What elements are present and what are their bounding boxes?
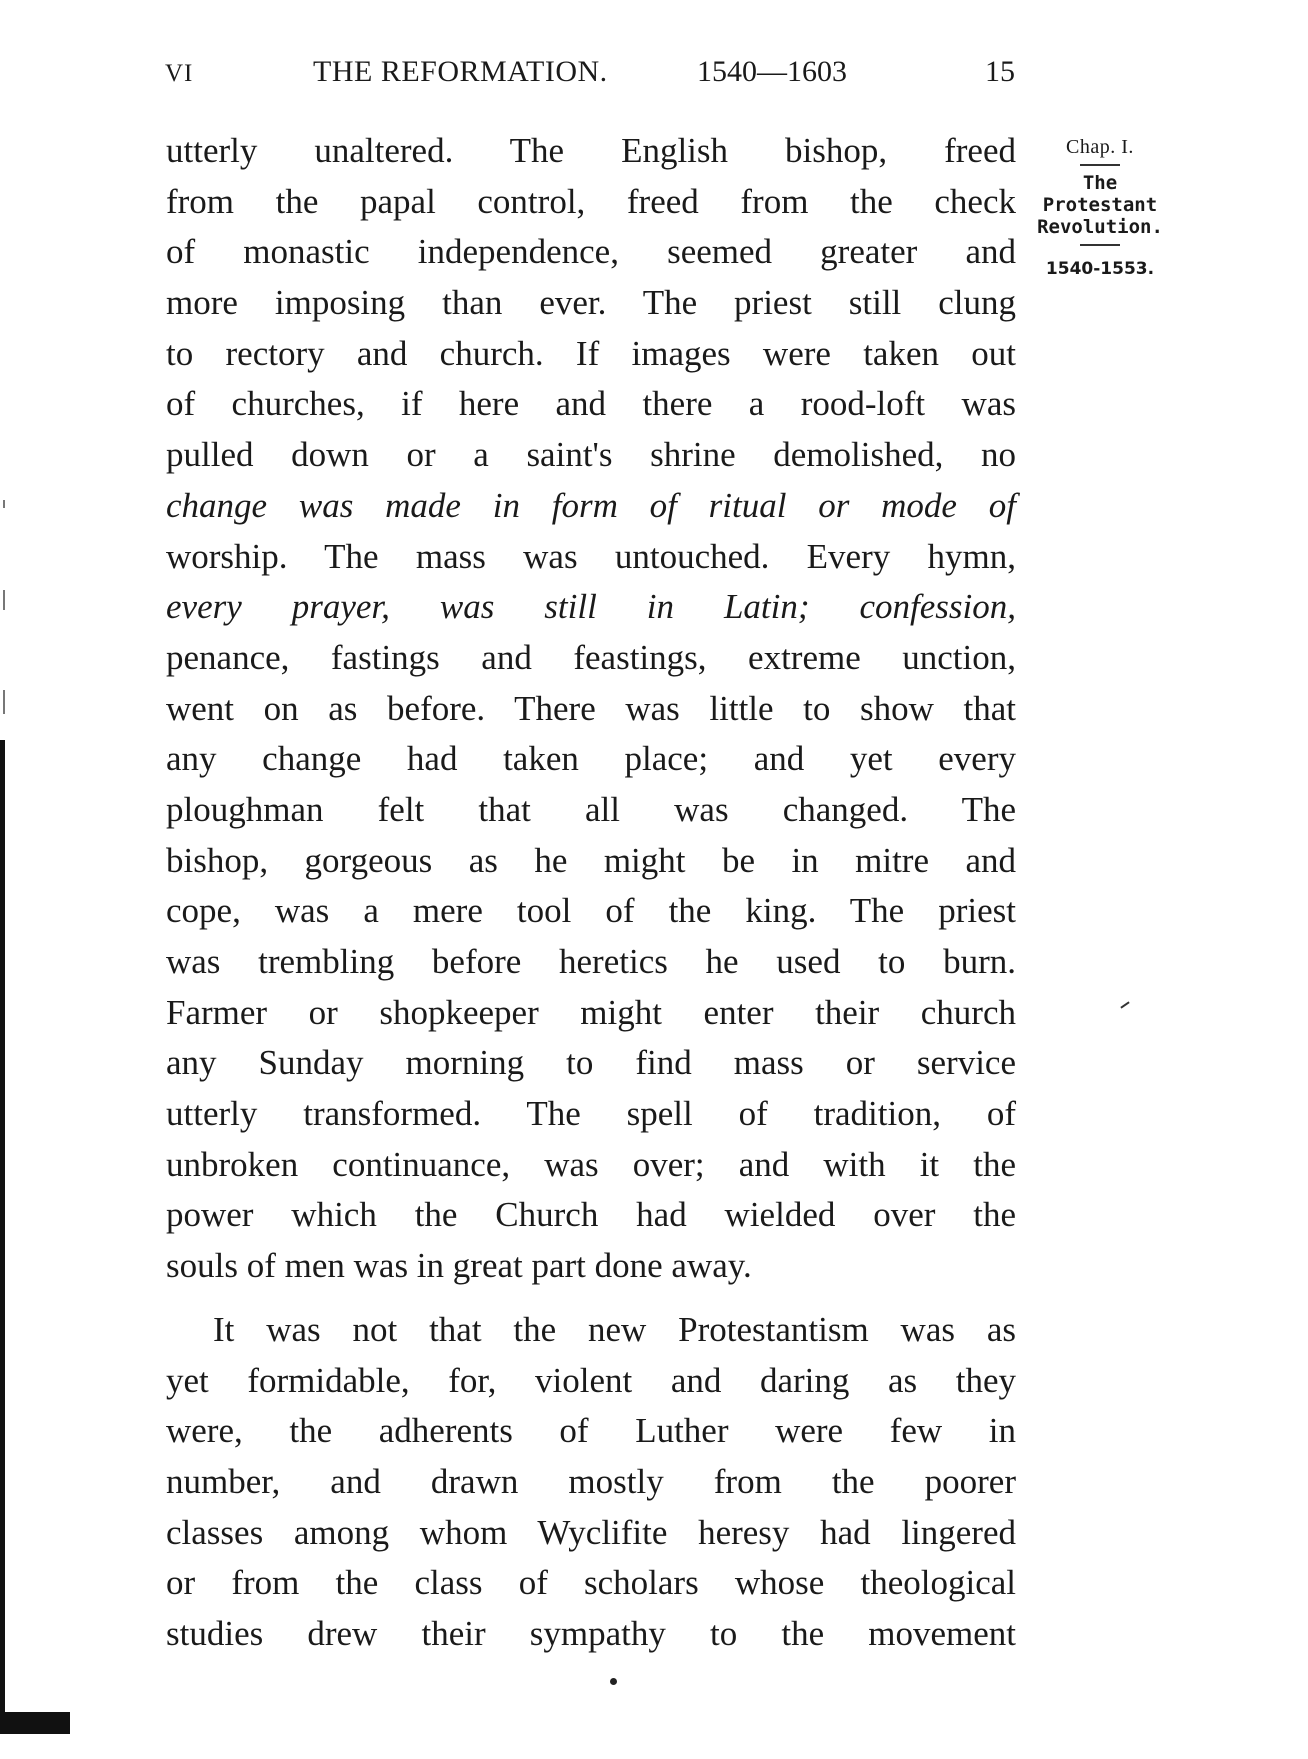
text-line: power which the Church had wielded over the — [166, 1195, 1016, 1235]
text-line: went on as before. There was little to show that — [166, 688, 1016, 728]
signature-mark — [610, 1678, 617, 1685]
scan-mark — [3, 690, 5, 714]
text-line: Farmer or shopkeeper might enter their church — [166, 992, 1016, 1032]
text-line: of churches, if here and there a rood-loft was — [166, 384, 1016, 424]
stray-mark — [1120, 1001, 1129, 1008]
text-line: It was not that the new Protestantism was as — [213, 1309, 1016, 1349]
text-line: classes among whom Wyclifite heresy had lingered — [166, 1512, 1016, 1552]
text-line: any Sunday morning to find mass or service — [166, 1043, 1016, 1083]
text-line: to rectory and church. If images were taken out — [166, 333, 1016, 373]
scan-mark — [3, 590, 5, 610]
margin-notes — [1022, 126, 1178, 280]
text-line: studies drew their sympathy to the movement — [166, 1613, 1016, 1653]
binding-edge — [0, 740, 5, 1730]
running-head — [165, 50, 1015, 94]
margin-years: 1540-1553. — [1045, 259, 1155, 279]
text-line: pulled down or a saint's shrine demolished, no — [166, 435, 1016, 475]
text-line: cope, was a mere tool of the king. The priest — [166, 891, 1016, 931]
text-line: from the papal control, freed from the check — [166, 181, 1016, 221]
text-line: change was made in form of ritual or mode of — [166, 485, 1016, 525]
text-line: ploughman felt that all was changed. The — [166, 789, 1016, 829]
margin-topic-line: Revolution. — [1037, 216, 1163, 238]
margin-topic-line: Protestant — [1042, 194, 1158, 216]
running-head-chapter: VI — [165, 60, 194, 87]
margin-rule — [1080, 244, 1120, 246]
scan-mark — [3, 500, 5, 508]
running-head-years: 1540—1603 — [697, 55, 847, 88]
text-line: utterly transformed. The spell of tradition, of — [166, 1094, 1016, 1134]
margin-chapter: Chap. I. — [1066, 136, 1134, 158]
text-line: number, and drawn mostly from the poorer — [166, 1461, 1016, 1501]
running-head-title: THE REFORMATION. — [313, 55, 608, 88]
text-line: every prayer, was still in Latin; confession, — [166, 587, 1016, 627]
text-line: worship. The mass was untouched. Every hymn, — [166, 536, 1016, 576]
text-line: utterly unaltered. The English bishop, freed — [166, 131, 1016, 170]
text-line: of monastic independence, seemed greater and — [166, 232, 1016, 272]
text-line: were, the adherents of Luther were few in — [166, 1411, 1016, 1451]
text-line: or from the class of scholars whose theological — [166, 1563, 1016, 1603]
paragraph-break — [166, 1292, 1016, 1305]
text-line: unbroken continuance, was over; and with it the — [166, 1144, 1016, 1184]
binding-corner — [0, 1712, 70, 1734]
body-text — [166, 126, 1016, 1660]
margin-rule — [1080, 164, 1120, 166]
text-line: souls of men was in great part done away. — [166, 1246, 752, 1286]
text-line: was trembling before heretics he used to burn. — [166, 942, 1016, 981]
text-line: any change had taken place; and yet every — [166, 739, 1016, 779]
text-line: more imposing than ever. The priest still clung — [166, 283, 1016, 323]
page-number: 15 — [985, 55, 1015, 88]
margin-topic-line: The — [1082, 172, 1118, 194]
text-line: penance, fastings and feastings, extreme unction, — [166, 637, 1016, 677]
text-line: yet formidable, for, violent and daring as they — [166, 1360, 1016, 1400]
text-line: bishop, gorgeous as he might be in mitre and — [166, 840, 1016, 880]
